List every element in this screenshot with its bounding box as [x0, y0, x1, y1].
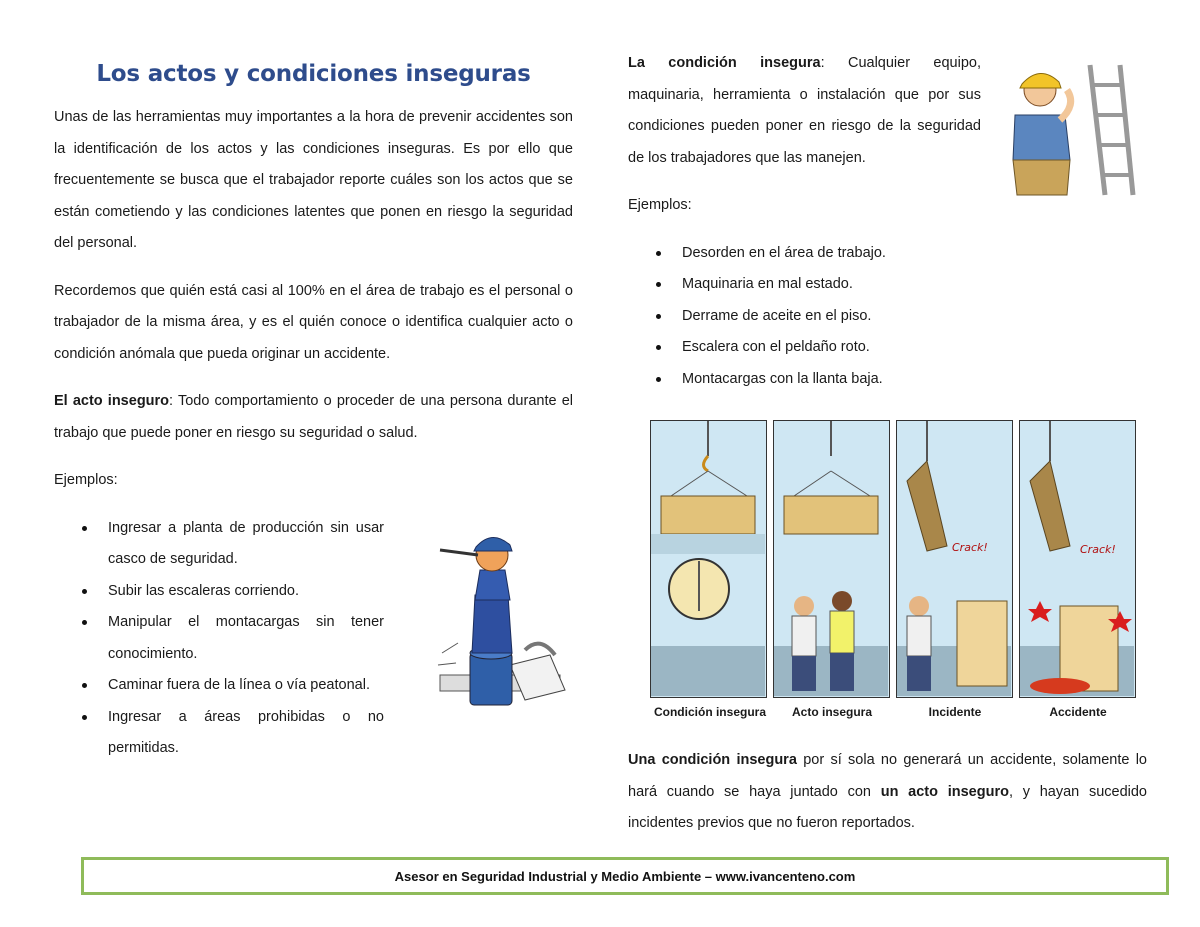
- list-item: Ingresar a planta de producción sin usar casco de seguridad.: [54, 513, 384, 576]
- list-item: Desorden en el área de trabajo.: [628, 238, 1147, 270]
- list-item: Montacargas con la llanta baja.: [628, 364, 1147, 396]
- condicion-insegura-text: : Cualquier equipo, maquinaria, herramienta o instalación que por sus condiciones pueden poner en riesgo de la seguridad de los trabajadores que las manejen.: [628, 55, 981, 166]
- closing-text-1: por sí sola no generará un accidente, solamente lo hará cuando se haya juntado con: [628, 752, 1147, 800]
- acto-inseguro-term: El acto inseguro: [54, 393, 170, 409]
- closing-bold-1: Una condición insegura: [628, 752, 797, 768]
- worker-on-bucket-illustration: [430, 525, 580, 715]
- comic-strip: [650, 420, 1130, 725]
- list-item: Subir las escaleras corriendo.: [54, 576, 384, 608]
- comic-panel-acto: [773, 420, 890, 698]
- comic-caption: Condición insegura: [653, 705, 766, 719]
- acto-inseguro-text: : Todo comportamiento o proceder de una persona durante el trabajo que puede poner en riesgo su seguridad o salud.: [54, 393, 573, 441]
- left-examples-label: Ejemplos:: [54, 472, 118, 488]
- condicion-insegura-definition: [628, 48, 981, 174]
- worker-with-ladder-illustration: [995, 60, 1137, 198]
- page-title: Los actos y condiciones inseguras: [96, 61, 531, 87]
- closing-text-2: , y hayan sucedido incidentes previos que no fueron reportados.: [628, 783, 1147, 831]
- condicion-insegura-term: La condición insegura: [628, 55, 821, 71]
- comic-caption: Incidente: [928, 705, 982, 719]
- sfx-text: Crack!: [952, 541, 988, 554]
- footer-banner: [81, 857, 1169, 895]
- footer-text: Asesor en Seguridad Industrial y Medio Ambiente – www.ivancenteno.com: [394, 868, 856, 884]
- list-item: Derrame de aceite en el piso.: [628, 301, 1147, 333]
- intro-paragraph: Unas de las herramientas muy importantes a la hora de prevenir accidentes son la identificación de los actos y las condiciones inseguras. Es por ello que frecuentemente se busca que el trabajador reporte cuáles son los actos que se están cometiendo y las condiciones latentes que ponen en riesgo la seguridad del personal.: [54, 109, 573, 251]
- closing-paragraph: [628, 745, 1147, 840]
- comic-panel-accidente: [1019, 420, 1136, 698]
- comic-caption: Accidente: [1049, 705, 1107, 719]
- comic-panel-incidente: [896, 420, 1013, 698]
- comic-caption: Acto insegura: [791, 705, 872, 719]
- list-item: Manipular el montacargas sin tener conocimiento.: [54, 607, 384, 670]
- acto-inseguro-definition: [54, 386, 573, 449]
- sfx-text: Crack!: [1080, 543, 1116, 556]
- closing-bold-2: un acto inseguro: [880, 783, 1009, 800]
- recall-paragraph: Recordemos que quién está casi al 100% en el área de trabajo es el personal o trabajador de la misma área, y es el quién conoce o identifica cualquier acto o condición anómala que pueda originar un accidente.: [54, 282, 573, 362]
- right-examples-label: Ejemplos:: [628, 197, 692, 213]
- list-item: Escalera con el peldaño roto.: [628, 332, 1147, 364]
- comic-panel-condicion: [650, 420, 767, 698]
- list-item: Caminar fuera de la línea o vía peatonal.: [54, 670, 384, 702]
- list-item: Ingresar a áreas prohibidas o no permitidas.: [54, 702, 384, 765]
- list-item: Maquinaria en mal estado.: [628, 269, 1147, 301]
- condicion-examples-list: [628, 238, 1147, 396]
- acto-examples-list: [54, 513, 384, 765]
